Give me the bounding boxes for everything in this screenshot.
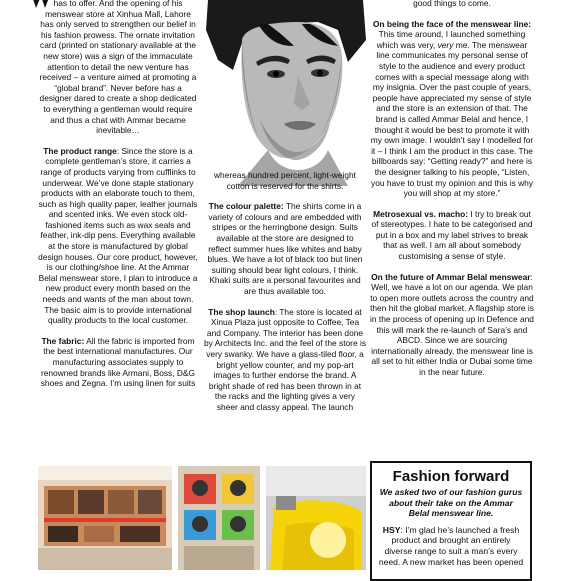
metrosexual-paragraph: Metrosexual vs. macho: I try to break out of stereotypes. I hate to be categorised and put in a box and my label strives to break that as well. I am all about somebody customising a sense of style. xyxy=(371,208,533,262)
store-interior-photo xyxy=(38,466,172,570)
fabric-paragraph: The fabric: All the fabric is imported from the best international manufactures. Our manufacturing associates supply to renowned brands like Armani, Boss, D&G shoes and Zegna. I’m using linen for suits xyxy=(40,335,196,389)
face-of-line-paragraph: On being the face of the menswear line: This time around, I launched something which was very, very me. The menswear line communicates my personal sense of style to the audience and every product comes with a special message along with my insignia. Over the past couple of years, people have appreciated my sense of style and the store is an extension of that. The brand is called Ammar Belal and hence, I thought it would be best to promote it with my own image. I wouldn’t say I modelled for it – I think I am the product in this case. The billboards say: “Getting ready?” and here is the designer talking to his people, “Listen, you have to trust my opinion and this is why you will shop at my store.” xyxy=(370,18,534,199)
colour-palette-heading: The colour palette: xyxy=(208,201,284,212)
column-3 xyxy=(370,0,534,388)
column-1 xyxy=(38,0,198,399)
launch-continued-paragraph: good things to come. xyxy=(413,0,491,8)
fabric-heading: The fabric: xyxy=(41,335,85,346)
product-range-paragraph: The product range: Since the store is a complete gentleman’s store, it carries a range of products varying from cufflinks to underwear. We’ve done staple stationary products with an elaborate touch to them, such as high quality paper, leather journals and scented inks. We even stock old-fashioned items such as wax seals and feather, ink-dip pens. Everything available at the store is manufactured by global design houses. Our core product, however, is our clothing/shoe line. At the Ammar Belal menswear store, I plan to introduce a new product every month based on the needs and wants of the man about town. The basic aim is to provide international quality products to the local customer. xyxy=(38,145,198,326)
box-subtitle: We asked two of our fashion gurus about their take on the Ammar Belal menswear line. xyxy=(379,487,523,519)
face-of-line-heading: On being the face of the menswear line: xyxy=(372,18,532,29)
intro-paragraph: has to offer. And the opening of his menswear store at Xinhua Mall, Lahore has only served to strengthen our belief in his fashion prowess. The ornate invitation card (printed on stationary available at the new store) was a sign of the immaculate attention to detail the new venture has received – a venture aimed at promoting a “global brand”. Never before has a designer dared to create a shop dedicated to everything a gentleman would require and thus a chat with Ammar became inevitable… xyxy=(39,0,197,136)
shop-launch-heading: The shop launch xyxy=(208,306,275,317)
fashion-forward-box xyxy=(370,461,532,581)
shop-launch-paragraph: The shop launch: The store is located at Xinua Plaza just opposite to Coffee, Tea and Company. The interior has been done by Architects Inc. and the feel of the store is very swanky. We have a glass-tiled floor, a bright yellow counter, and my pop-art images to further endorse the brand. A bright shade of red has been thrown in at the racks and the lighting gives a very sheer and classy appeal. The launch xyxy=(204,306,367,412)
colour-palette-paragraph: The colour palette: The shirts come in a variety of colours and are embedded with stripes or the herringbone design. Suits available at the store are designed to reflect summer hues like whites and baby blues. We have a lot of black too but linen suiting should bear light colours, I think. Khaki suits are a personal favourites and are thus available too. xyxy=(207,201,363,296)
future-paragraph: On the future of Ammar Belal menswear: Well, we have a lot on our agenda. We plan to open more outlets across the country and then hit the global market. A flagship store is in the process of opening up in Defence and this will mark the re-launch of Sara’s and ABCD. Since we are sourcing internationally already, the menswear line is all set to hit either India or Dubai some time in the near future. xyxy=(370,271,534,377)
portrait-photo xyxy=(198,0,370,186)
popart-wall-photo xyxy=(178,466,260,570)
fabric-continued-paragraph: whereas hundred percent, light-weight cotton is reserved for the shirts. xyxy=(214,170,356,191)
hsy-comment: HSY: I’m glad he’s launched a fresh product and brought an entirely diverse range to suit a man’s every need. A new market has been opened xyxy=(378,524,524,567)
metrosexual-heading: Metrosexual vs. macho: xyxy=(373,208,469,219)
future-heading: On the future of Ammar Belal menswear xyxy=(371,271,531,282)
hsy-label: HSY xyxy=(382,524,401,535)
product-range-heading: The product range xyxy=(43,145,117,156)
box-title: Fashion forward xyxy=(392,468,510,485)
column-2 xyxy=(204,170,366,422)
yellow-counter-photo xyxy=(266,466,366,570)
